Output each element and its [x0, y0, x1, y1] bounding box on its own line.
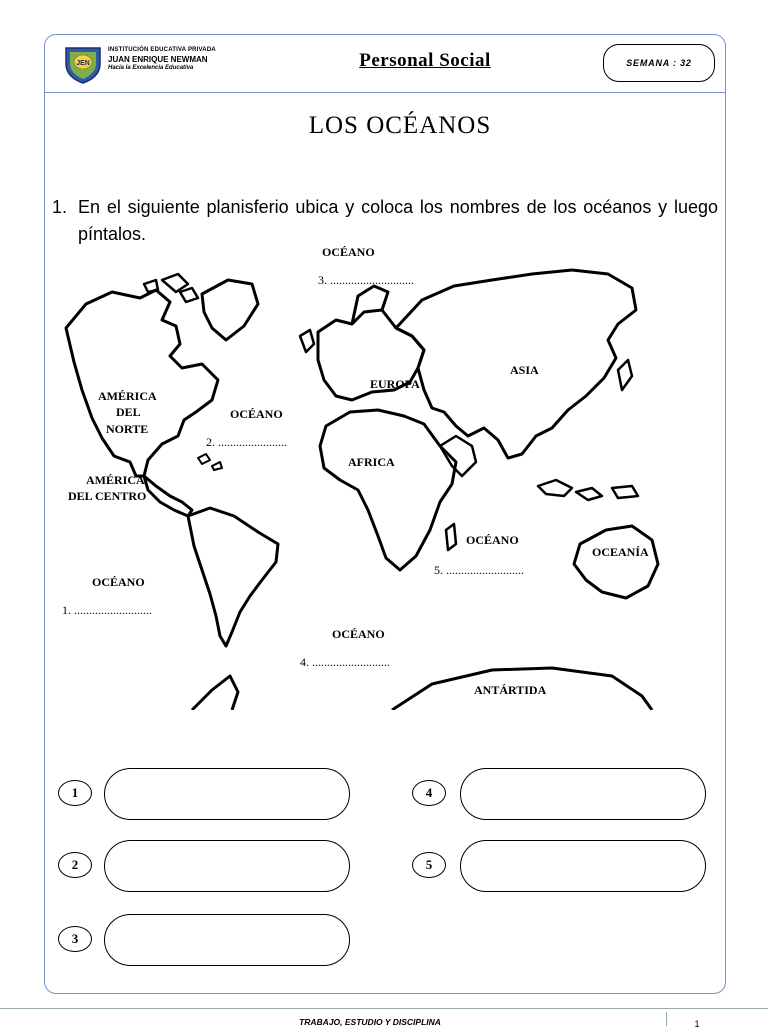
header-divider	[44, 92, 726, 93]
answer-box-4[interactable]	[460, 768, 706, 820]
answer-number-2: 2	[58, 852, 92, 878]
answer-number-4: 4	[412, 780, 446, 806]
label-oceania: OCEANÍA	[592, 545, 649, 559]
school-type: INSTITUCIÓN EDUCATIVA PRIVADA	[108, 47, 216, 53]
school-info	[108, 46, 216, 73]
svg-text:JEN: JEN	[76, 60, 90, 67]
blank-5: 5. ..........................	[434, 563, 524, 577]
footer-motto: TRABAJO, ESTUDIO Y DISCIPLINA	[299, 1017, 441, 1027]
north-america-outline	[66, 290, 218, 476]
label-america-norte-2: DEL	[116, 405, 141, 419]
instruction-number: 1.	[52, 197, 68, 217]
australia-outline	[574, 526, 658, 598]
label-america-centro-2: DEL CENTRO	[68, 489, 147, 503]
label-oceano-antartico: OCÉANO	[332, 627, 385, 641]
answer-number-3: 3	[58, 926, 92, 952]
label-oceano-pacifico: OCÉANO	[92, 575, 145, 589]
label-america-norte-1: AMÉRICA	[98, 389, 157, 403]
week-badge: SEMANA : 32	[603, 44, 715, 82]
central-america-outline	[144, 476, 192, 516]
africa-outline	[320, 410, 456, 570]
blank-4: 4. ..........................	[300, 655, 390, 669]
south-america-outline	[188, 508, 278, 646]
label-america-norte-3: NORTE	[106, 422, 149, 436]
answer-box-3[interactable]	[104, 914, 350, 966]
greenland-outline	[202, 280, 258, 340]
blank-2: 2. .......................	[206, 435, 287, 449]
label-oceano-atlantico: OCÉANO	[230, 407, 283, 421]
label-africa: AFRICA	[348, 455, 395, 469]
label-oceano-artico: OCÉANO	[322, 245, 375, 259]
subject-title: Personal Social	[359, 50, 491, 71]
blank-1: 1. ..........................	[62, 603, 152, 617]
page-number: 1	[666, 1012, 727, 1026]
answer-number-5: 5	[412, 852, 446, 878]
label-america-centro-1: AMÉRICA	[86, 473, 145, 487]
school-crest-logo	[62, 44, 104, 84]
label-asia: ASIA	[510, 363, 539, 377]
label-antartida: ANTÁRTIDA	[474, 683, 547, 697]
label-europa: EUROPA	[370, 377, 420, 391]
answer-box-2[interactable]	[104, 840, 350, 892]
instruction-text: En el siguiente planisferio ubica y coloca los nombres de los océanos y luego píntalos.	[78, 197, 718, 244]
worksheet-title: LOS OCÉANOS	[308, 112, 492, 139]
blank-3: 3. ............................	[318, 273, 414, 287]
answer-number-1: 1	[58, 780, 92, 806]
school-name: JUAN ENRIQUE NEWMAN	[108, 55, 208, 64]
school-motto: Hacia la Excelencia Educativa	[108, 65, 194, 71]
footer-divider	[0, 1008, 768, 1009]
answer-box-1[interactable]	[104, 768, 350, 820]
label-oceano-indico: OCÉANO	[466, 533, 519, 547]
antarctica-outline	[192, 668, 652, 710]
answer-box-5[interactable]	[460, 840, 706, 892]
